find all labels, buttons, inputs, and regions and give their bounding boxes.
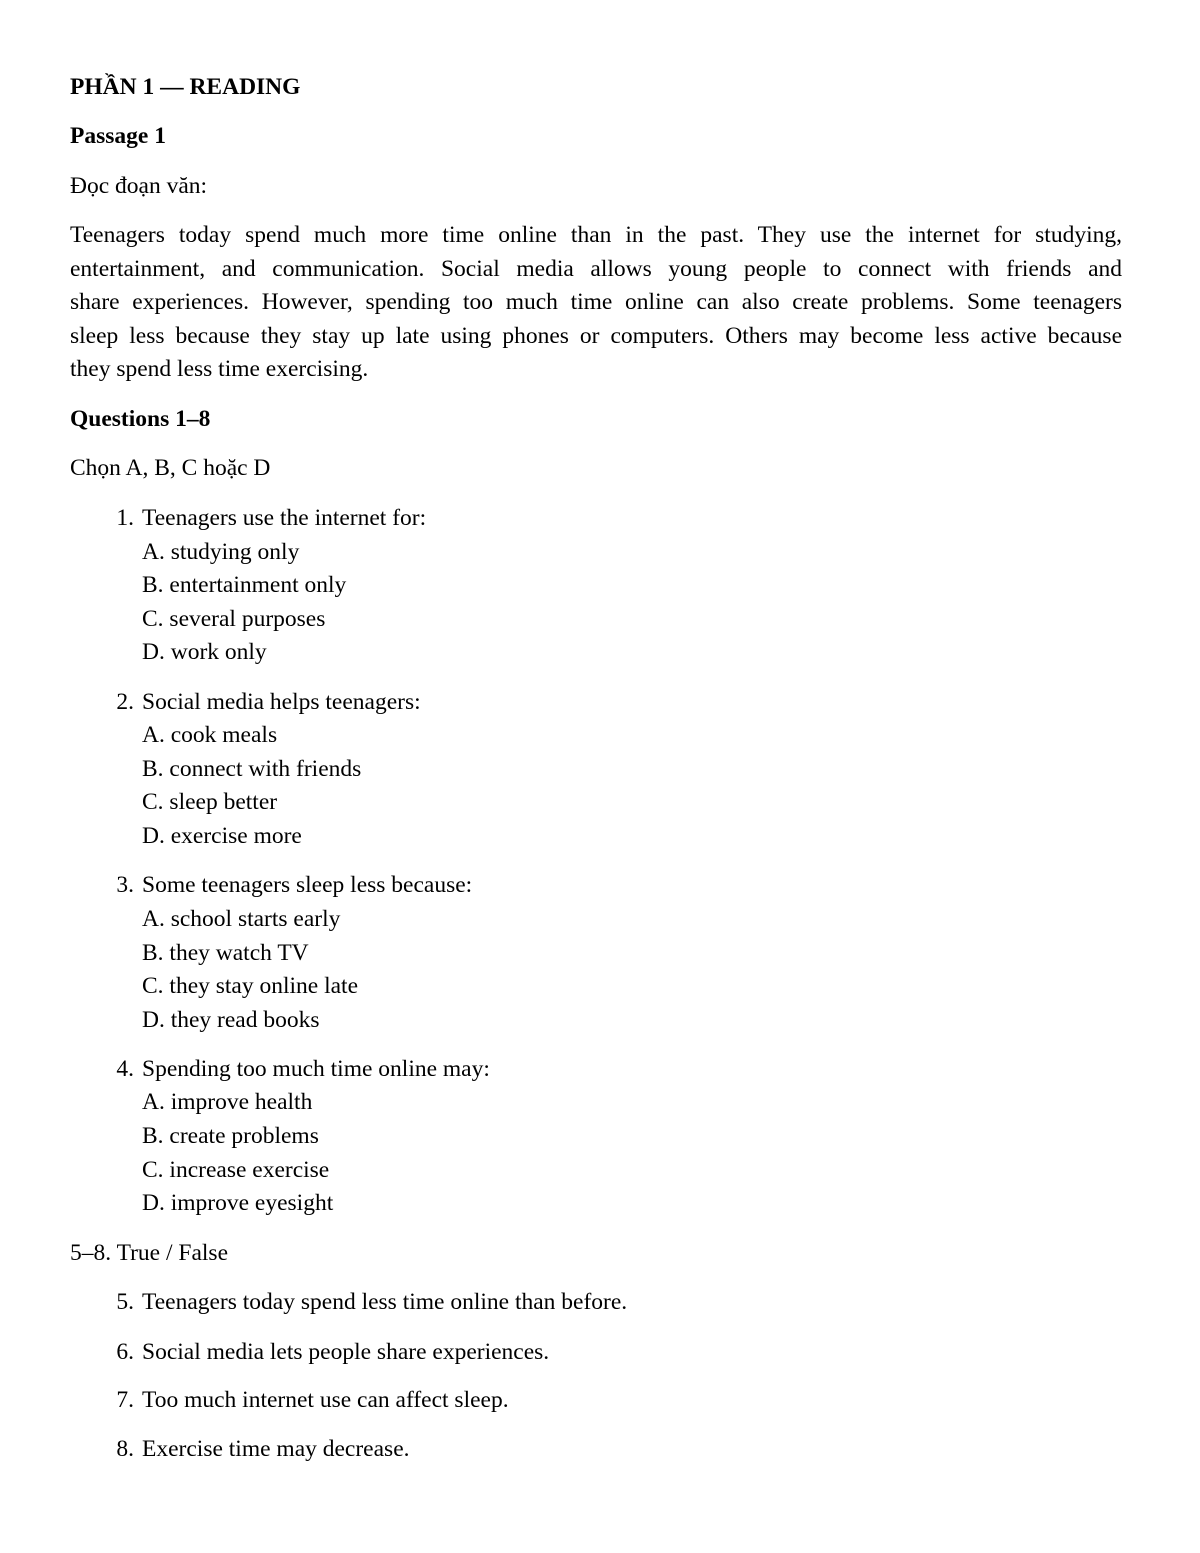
answer-option: D. work only [142, 639, 267, 665]
answer-option: C. sleep better [142, 789, 278, 815]
question-number: 4. [116, 1056, 134, 1082]
question-text: Teenagers use the internet for: [142, 505, 427, 531]
answer-option: B. entertainment only [142, 572, 347, 598]
answer-option: C. several purposes [142, 606, 326, 632]
true-false-title: 5–8. True / False [70, 1240, 228, 1266]
answer-option: D. exercise more [142, 823, 302, 849]
passage-line: they spend less time exercising. [70, 356, 369, 382]
answer-option: A. school starts early [142, 906, 341, 932]
answer-option: D. improve eyesight [142, 1190, 334, 1216]
question-text: Spending too much time online may: [142, 1056, 490, 1082]
answer-option: C. increase exercise [142, 1157, 330, 1183]
choose-instruction: Chọn A, B, C hoặc D [70, 455, 271, 481]
passage-line: share experiences. However, spending too much time online can also create problems. Some teenagers [70, 289, 1122, 315]
question-text: Social media helps teenagers: [142, 689, 421, 715]
question-text: Too much internet use can affect sleep. [142, 1387, 509, 1413]
answer-option: D. they read books [142, 1007, 320, 1033]
question-text: Exercise time may decrease. [142, 1436, 410, 1462]
passage-title: Passage 1 [70, 123, 166, 149]
question-text: Social media lets people share experiences. [142, 1339, 550, 1365]
section-heading: PHẦN 1 — READING [70, 74, 301, 100]
answer-option: A. cook meals [142, 722, 278, 748]
answer-option: A. studying only [142, 539, 300, 565]
question-number: 8. [116, 1436, 134, 1462]
answer-option: B. they watch TV [142, 940, 309, 966]
questions-title: Questions 1–8 [70, 406, 211, 432]
question-number: 5. [116, 1289, 134, 1315]
answer-option: B. create problems [142, 1123, 319, 1149]
question-number: 1. [116, 505, 134, 531]
answer-option: B. connect with friends [142, 756, 362, 782]
question-number: 3. [116, 872, 134, 898]
question-number: 7. [116, 1387, 134, 1413]
passage-line: Teenagers today spend much more time online than in the past. They use the internet for studying, [70, 222, 1122, 248]
passage-line: entertainment, and communication. Social media allows young people to connect with friends and [70, 256, 1122, 282]
read-instruction: Đọc đoạn văn: [70, 173, 208, 199]
question-number: 6. [116, 1339, 134, 1365]
answer-option: A. improve health [142, 1089, 313, 1115]
question-text: Teenagers today spend less time online than before. [142, 1289, 628, 1315]
question-number: 2. [116, 689, 134, 715]
passage-line: sleep less because they stay up late using phones or computers. Others may become less active because [70, 323, 1122, 349]
answer-option: C. they stay online late [142, 973, 359, 999]
question-text: Some teenagers sleep less because: [142, 872, 473, 898]
